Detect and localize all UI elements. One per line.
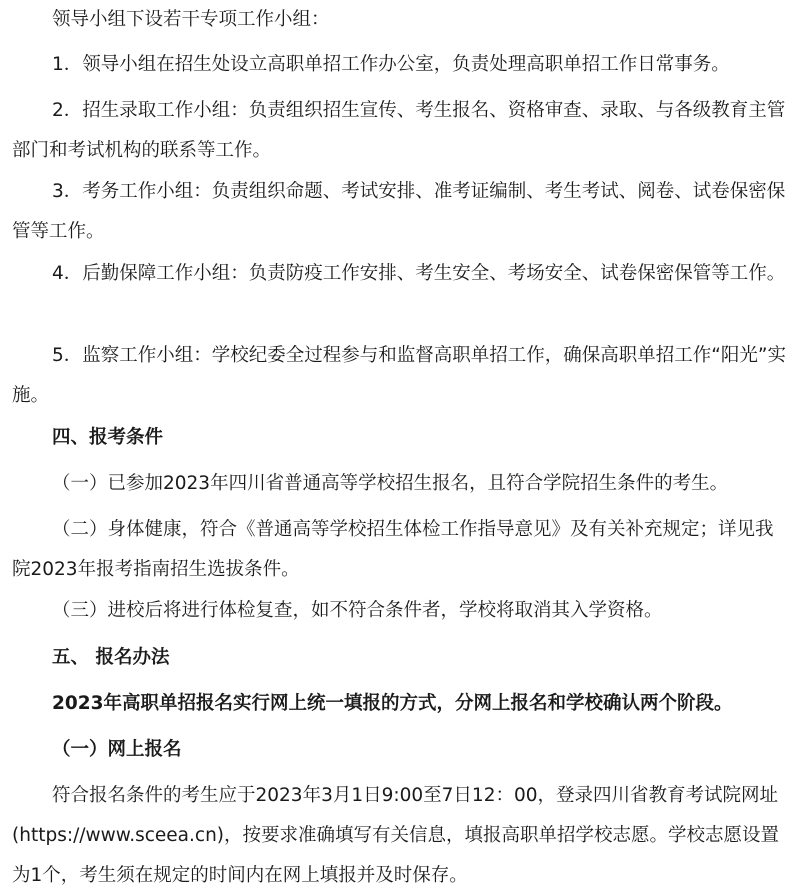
item-4-paragraph: 4．后勤保障工作小组：负责防疫工作安排、考生安全、考场安全、试卷保密保管等工作。	[52, 263, 786, 284]
registration-paragraph: 符合报名条件的考生应于2023年3月1日9:00至7日12：00，登录四川省教育考试院网址(https://www.sceea.cn)，按要求准确填写有关信息，填报高职单招学校志愿。学校志愿设置为1个，考生须在规定的时间内在网上填报并及时保存。	[12, 785, 780, 886]
section-heading-4: 四、报考条件	[52, 427, 164, 448]
section-heading-5: 五、 报名办法	[52, 647, 170, 668]
item-2-paragraph: 2．招生录取工作小组：负责组织招生宣传、考生报名、资格审查、录取、与各级教育主管部门和考试机构的联系等工作。	[12, 100, 786, 161]
intro-paragraph: 领导小组下设若干专项工作小组：	[52, 9, 330, 30]
item-5-paragraph: 5．监察工作小组：学校纪委全过程参与和监督高职单招工作，确保高职单招工作“阳光”实施。	[12, 345, 786, 406]
condition-1-paragraph: （一）已参加2023年四川省普通高等学校招生报名，且符合学院招生条件的考生。	[52, 473, 729, 494]
item-1-paragraph: 1．领导小组在招生处设立高职单招工作办公室，负责处理高职单招工作日常事务。	[52, 54, 730, 75]
subsection-heading-online: （一）网上报名	[52, 739, 182, 760]
item-3-paragraph: 3．考务工作小组：负责组织命题、考试安排、准考证编制、考生考试、阅卷、试卷保密保管等工作。	[12, 181, 786, 242]
bold-statement: 2023年高职单招报名实行网上统一填报的方式，分网上报名和学校确认两个阶段。	[52, 693, 733, 714]
condition-2-paragraph: （二）身体健康，符合《普通高等学校招生体检工作指导意见》及有关补充规定；详见我院2023年报考指南招生选拔条件。	[12, 519, 774, 580]
condition-3-paragraph: （三）进校后将进行体检复查，如不符合条件者，学校将取消其入学资格。	[52, 600, 663, 621]
